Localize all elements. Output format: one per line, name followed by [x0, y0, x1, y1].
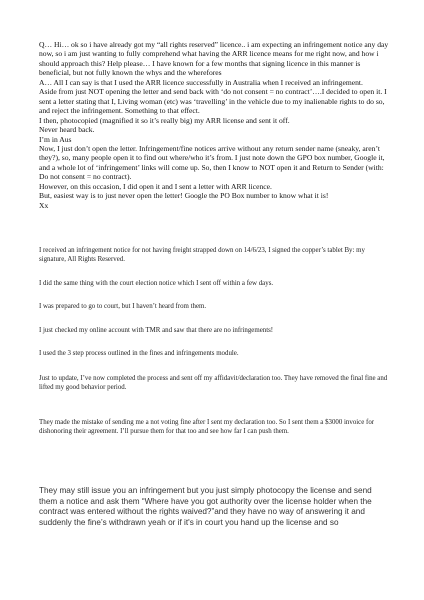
body-paragraph: Just to update, I’ve now completed the process and sent off my affidavit/declaration too. They have removed the final fine and lifted my good behavior period.: [39, 375, 388, 392]
body-paragraph: They made the mistake of sending me a not voting fine after I sent my declaration too. So I sent them a $3000 invoice for dishonoring their agreement. I’ll pursue them for that too and see how far I can push them.: [39, 419, 375, 436]
answer-line: I then, photocopied (magnified it so it’s really big) my ARR license and sent it off.: [39, 115, 290, 125]
body-paragraph: I was prepared to go to court, but I haven’t heard from them.: [39, 303, 207, 310]
body-paragraph: I did the same thing with the court election notice which I sent off within a few days.: [39, 280, 274, 287]
answer-detail-paragraph: Aside from just NOT opening the letter and send back with ‘do not consent = no contract’….I decided to open it. I sent a letter stating that I, Living woman (etc) was ‘travelling’ in the vehicle due to my inalienable rights to do so, and reject the infringement. Something to that effect.: [39, 87, 387, 116]
answer-line: But, easiest way is to just never open the letter! Google the PO Box number to know what it is!: [39, 191, 329, 201]
answer-paragraph: A… All I can say is that I used the ARR licence successfully in Australia when I received an infringement.: [39, 77, 363, 87]
body-paragraph: I just checked my online account with TMR and saw that there are no infringements!: [39, 327, 274, 334]
answer-line: However, on this occasion, I did open it and I sent a letter with ARR licence.: [39, 181, 272, 191]
sign-off: Xx: [39, 200, 49, 210]
body-paragraph: I received an infringement notice for not having freight strapped down on 14/6/23, I signed the copper’s tablet By: my signature, All Rights Reserved.: [39, 247, 365, 264]
answer-detail-paragraph: Now, I just don’t open the letter. Infringement/fine notices arrive without any return sender name (sneaky, aren’t they?), so, many people open it to find out where/who it’s from. I just note down the GPO box number, Google it, and a whole lot of ‘infringement’ links will come up. So, then I know to NOT open it and Return to Sender (with: Do not consent = no contract).: [39, 143, 385, 182]
qa-section: [39, 40, 389, 210]
closing-paragraph: They may still issue you an infringement but you just simply photocopy the license and send them a notice and ask them “Where have you got authority over the license holder when the contract was entered without the rights waived?”and they have no way of answering it and suddenly the fine’s withdrawn yeah or if it's in court you hand up the license and so: [39, 486, 372, 527]
body-paragraph: I used the 3 step process outlined in the fines and infringements module.: [39, 350, 239, 357]
answer-line: I’m in Aus: [39, 134, 72, 144]
answer-line: Never heard back.: [39, 125, 95, 135]
question-paragraph: Q… Hi… ok so i have already got my “all rights reserved” licence.. i am expecting an infringement notice any day now, so i am just wanting to fully comprehend what having the ARR licence means for me right now, and how i should approach this? Help please… I have known for a few months that signing licence in this manner is beneficial, but not fully known the whys and the wherefores: [39, 40, 389, 78]
